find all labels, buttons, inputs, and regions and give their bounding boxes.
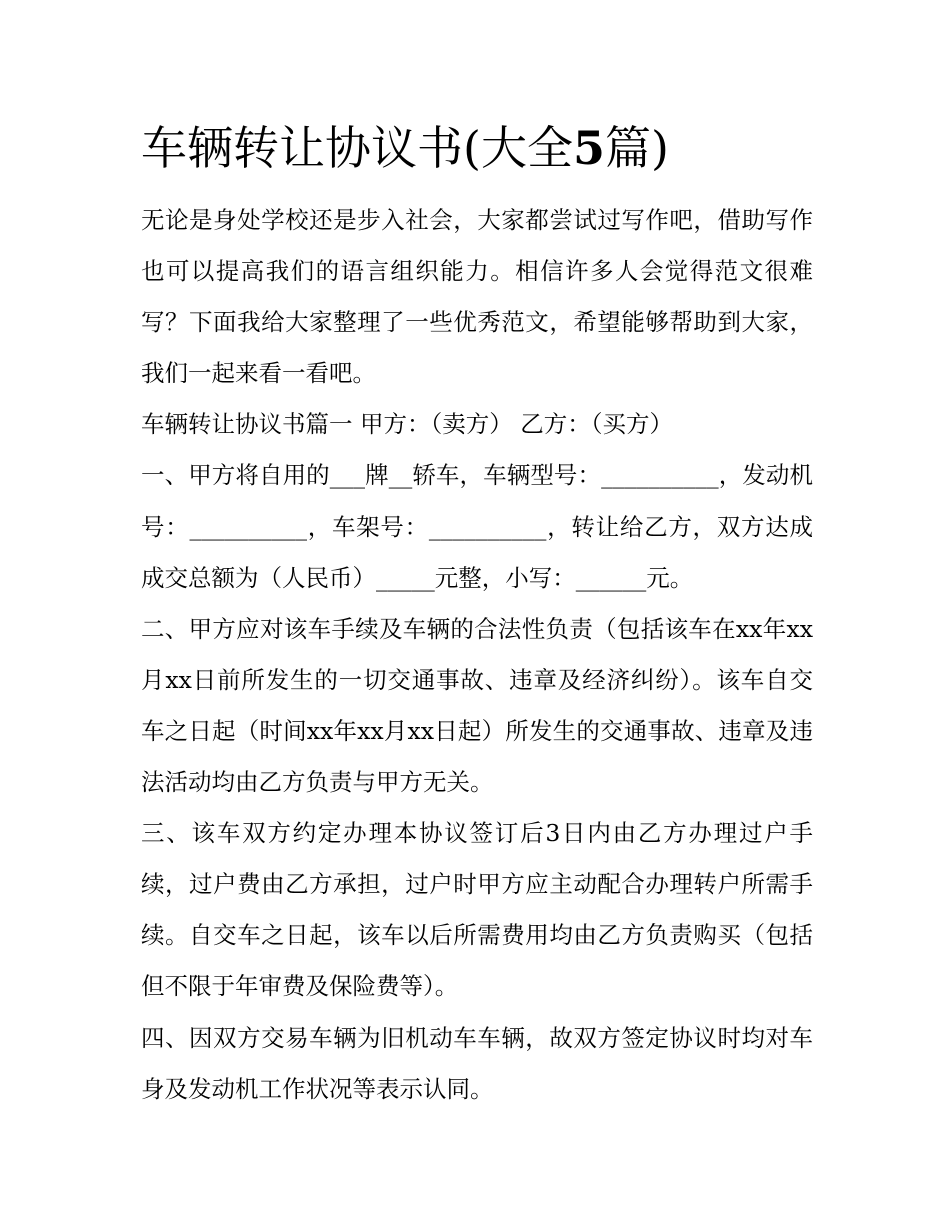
title-number: 5 — [572, 121, 605, 175]
title-prefix: 车辆转让协议书(大全 — [141, 121, 573, 175]
paragraph-parties: 车辆转让协议书篇一 甲方：（卖方） 乙方：（买方） — [141, 410, 673, 439]
paragraph-intro: 无论是身处学校还是步入社会，大家都尝试过写作吧，借助写作也可以提高我们的语言组织能力。相信许多人会觉得范文很难写？下面我给大家整理了一些优秀范文，希望能够帮助到大家，我们一起来看一看吧。 — [141, 206, 813, 388]
paragraph-clause-4: 四、因双方交易车辆为旧机动车车辆，故双方签定协议时均对车身及发动机工作状况等表示认同。 — [141, 1023, 813, 1103]
paragraph-clause-1: 一、甲方将自用的___牌__轿车，车辆型号：__________，发动机号：__________，车架号：__________，转让给乙方，双方达成成交总额为（人民币）_____元整，小写：______元。 — [141, 461, 813, 592]
document-title — [141, 112, 841, 184]
paragraph-clause-3: 三、该车双方约定办理本协议签订后3日内由乙方办理过户手续，过户费由乙方承担，过户时甲方应主动配合办理转户所需手续。自交车之日起，该车以后所需费用均由乙方负责购买（包括但不限于年审费及保险费等）。 — [141, 819, 813, 1001]
paragraph-clause-2: 二、甲方应对该车手续及车辆的合法性负责（包括该车在xx年xx月xx日前所发生的一切交通事故、违章及经济纠纷）。该车自交车之日起（时间xx年xx月xx日起）所发生的交通事故、违章及违法活动均由乙方负责与甲方无关。 — [141, 614, 813, 797]
title-suffix: 篇) — [604, 121, 669, 175]
document-body — [141, 195, 813, 1115]
